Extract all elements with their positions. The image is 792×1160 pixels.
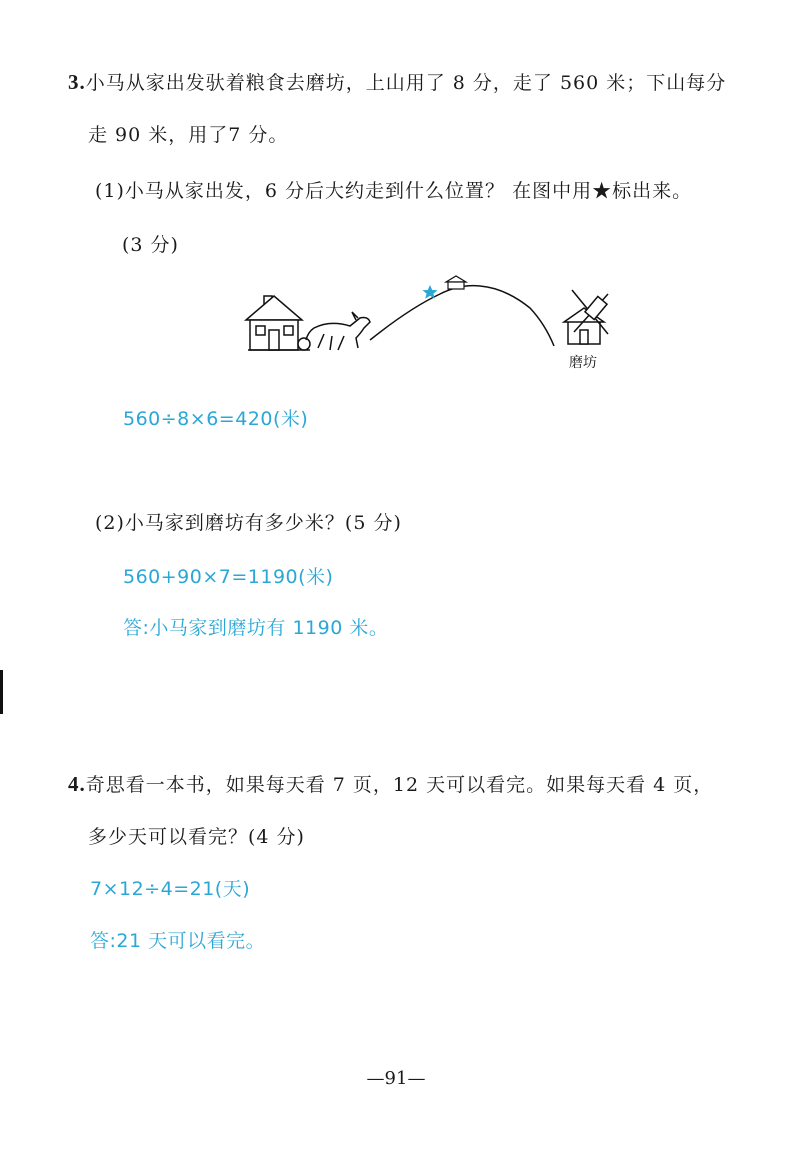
q3-number: 3. (68, 70, 86, 94)
horse-icon (306, 312, 370, 350)
q4-answer-text: 答:21 天可以看完。 (90, 930, 266, 952)
q4-stem-line1 (68, 770, 713, 797)
house-icon (246, 296, 310, 350)
hill-path (370, 286, 554, 346)
page-number: —91— (366, 1068, 426, 1089)
q3-stem-text1: 小马从家出发驮着粮食去磨坊，上山用了 8 分，走了 560 米；下山每分 (85, 72, 727, 94)
q3-stem-line2: 走 90 米，用了7 分。 (88, 124, 289, 146)
q4-stem-text1: 奇思看一本书，如果每天看 7 页，12 天可以看完。如果每天看 4 页， (85, 774, 714, 796)
q3-sub2-question: (2)小马家到磨坊有多少米？(5 分) (95, 512, 402, 534)
q3-sub2-answer-calc: 560+90×7=1190(米) (123, 566, 334, 588)
q3-sub1-answer: 560÷8×6=420(米) (123, 408, 309, 430)
q4-answer-calc: 7×12÷4=21(天) (90, 878, 251, 900)
mill-label: 磨坊 (569, 355, 597, 371)
page-edge-mark (0, 670, 3, 714)
hilltop-hut-icon (446, 276, 466, 289)
q3-sub1-question: (1)小马从家出发，6 分后大约走到什么位置？ 在图中用★标出来。 (95, 180, 693, 202)
q4-number: 4. (68, 772, 86, 796)
q3-stem-line1 (68, 68, 726, 95)
q4-stem-line2: 多少天可以看完？(4 分) (88, 826, 305, 848)
q3-sub1-score: (3 分) (122, 234, 179, 256)
windmill-icon (564, 290, 608, 344)
q3-sub2-answer-text: 答:小马家到磨坊有 1190 米。 (123, 617, 389, 639)
